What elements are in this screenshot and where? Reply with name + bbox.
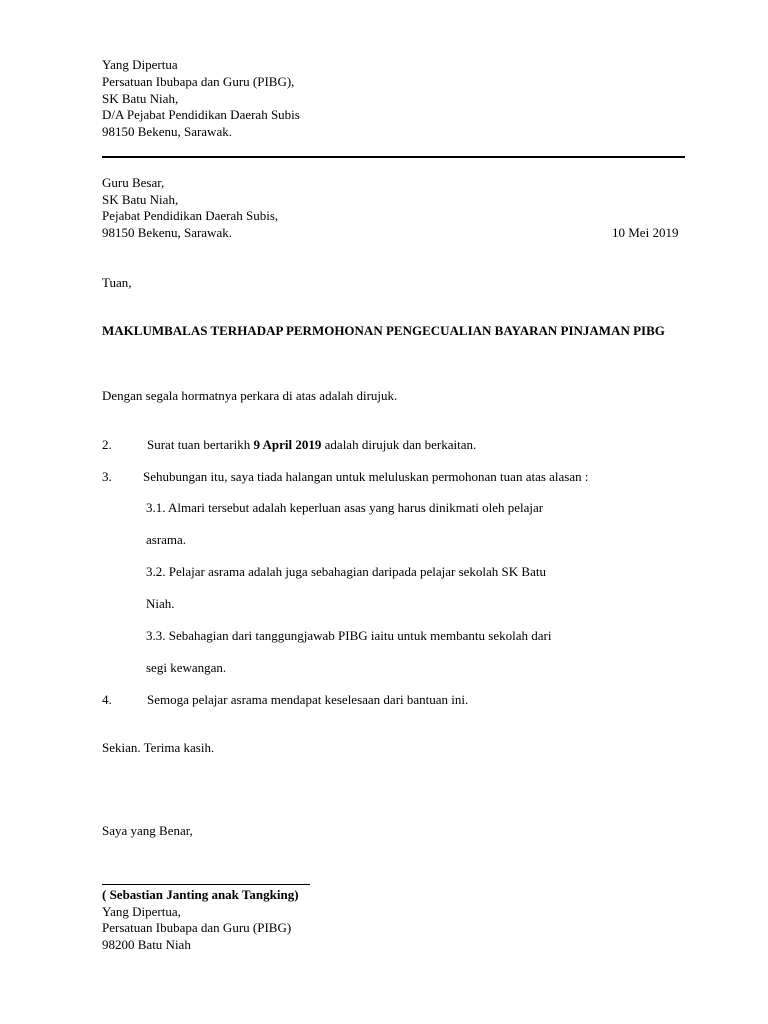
letter-date: 10 Mei 2019 <box>612 225 679 240</box>
letter-title: MAKLUMBALAS TERHADAP PERMOHONAN PENGECUALIAN BAYARAN PINJAMAN PIBG <box>102 323 665 338</box>
paragraph-3-text: Sehubungan itu, saya tiada halangan untuk meluluskan permohonan tuan atas alasan : <box>143 469 589 484</box>
recipient-line-4: 98150 Bekenu, Sarawak. <box>102 225 232 240</box>
paragraph-2-date: 9 April 2019 <box>253 437 322 452</box>
signatory-name: ( Sebastian Janting anak Tangking) <box>102 887 299 902</box>
sender-line-4: D/A Pejabat Pendidikan Daerah Subis <box>102 107 300 122</box>
sub-item-3-1-line-2: asrama. <box>146 532 187 547</box>
recipient-line-3: Pejabat Pendidikan Daerah Subis, <box>102 208 279 223</box>
intro-paragraph: Dengan segala hormatnya perkara di atas adalah dirujuk. <box>102 388 398 403</box>
signatory-line-1: Yang Dipertua, <box>102 904 181 919</box>
signoff-text: Saya yang Benar, <box>102 823 193 838</box>
closing-text: Sekian. Terima kasih. <box>102 740 215 755</box>
paragraph-2-text-before: Surat tuan bertarikh <box>147 437 254 452</box>
paragraph-3-number: 3. <box>102 469 112 484</box>
signatory-line-3: 98200 Batu Niah <box>102 937 191 952</box>
recipient-line-2: SK Batu Niah, <box>102 192 179 207</box>
paragraph-4-text: Semoga pelajar asrama mendapat keselesaan dari bantuan ini. <box>147 692 469 707</box>
header-divider <box>102 156 685 158</box>
recipient-line-1: Guru Besar, <box>102 175 165 190</box>
sender-line-5: 98150 Bekenu, Sarawak. <box>102 124 232 139</box>
paragraph-4-number: 4. <box>102 692 112 707</box>
sub-item-3-3-line-2: segi kewangan. <box>146 660 227 675</box>
sub-item-3-2-line-2: Niah. <box>146 596 175 611</box>
sub-item-3-3-line-1: 3.3. Sebahagian dari tanggungjawab PIBG iaitu untuk membantu sekolah dari <box>146 628 552 643</box>
signature-line <box>102 884 310 885</box>
salutation: Tuan, <box>102 275 132 290</box>
signatory-line-2: Persatuan Ibubapa dan Guru (PIBG) <box>102 920 292 935</box>
sub-item-3-2-line-1: 3.2. Pelajar asrama adalah juga sebahagian daripada pelajar sekolah SK Batu <box>146 564 546 579</box>
sender-line-1: Yang Dipertua <box>102 57 178 72</box>
paragraph-2-text-after: adalah dirujuk dan berkaitan. <box>321 437 477 452</box>
sender-line-3: SK Batu Niah, <box>102 91 179 106</box>
sub-item-3-1-line-1: 3.1. Almari tersebut adalah keperluan asas yang harus dinikmati oleh pelajar <box>146 500 544 515</box>
paragraph-2-text <box>147 437 476 453</box>
sender-line-2: Persatuan Ibubapa dan Guru (PIBG), <box>102 74 295 89</box>
paragraph-2-number: 2. <box>102 437 112 452</box>
